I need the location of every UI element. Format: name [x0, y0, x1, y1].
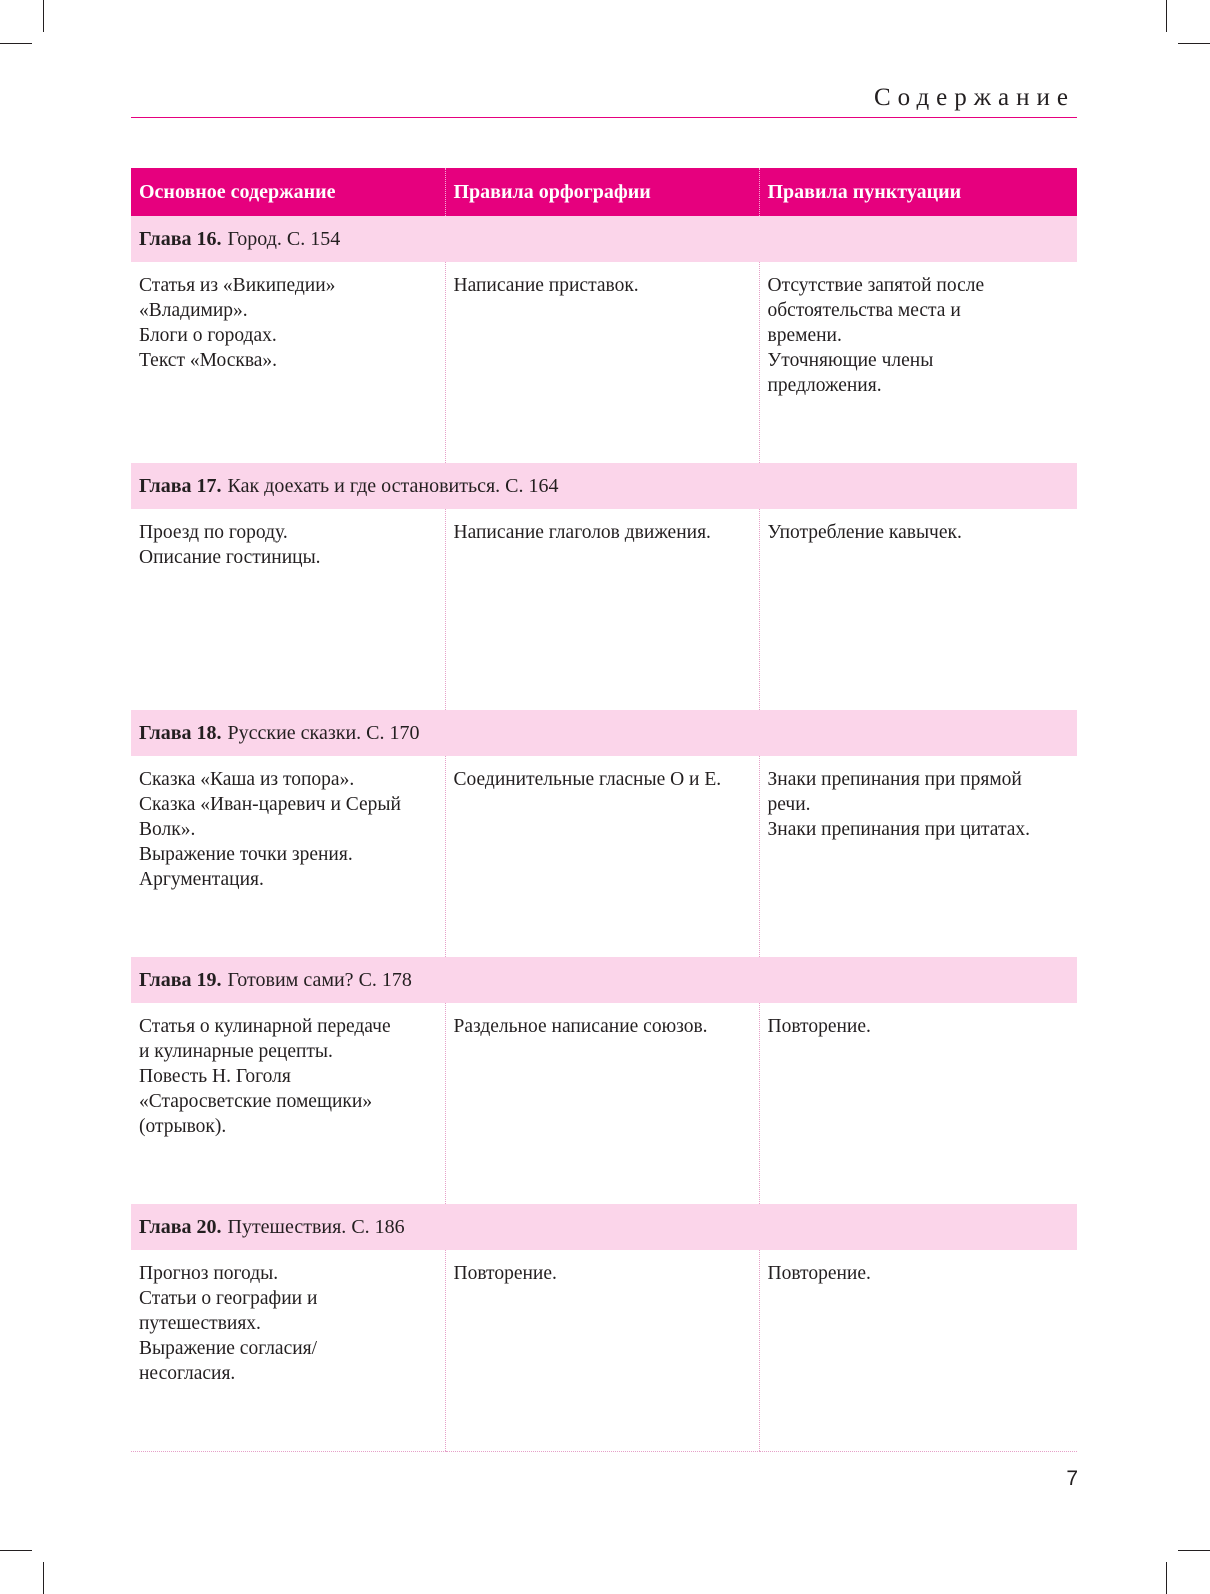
- chapter-details-row: [131, 1003, 1077, 1204]
- orthography-cell: [445, 756, 759, 957]
- cell-line: «Старосветские помещики»: [139, 1091, 373, 1112]
- cell-line: Уточняющие члены: [767, 350, 934, 371]
- running-header: Содержание: [874, 84, 1075, 111]
- cell-line: Знаки препинания при цитатах.: [767, 819, 1030, 840]
- chapter-heading: [131, 710, 1077, 756]
- content-cell: [131, 509, 445, 710]
- chapter-title: Путешествия.: [227, 1215, 347, 1238]
- cell-line: Повесть Н. Гоголя: [139, 1066, 291, 1087]
- punctuation-cell: [759, 756, 1077, 957]
- chapter-heading: [131, 216, 1077, 262]
- cell-line: Написание приставок.: [453, 275, 639, 296]
- cell-line: Употребление кавычек.: [767, 522, 962, 543]
- chapter-number: Глава 19.: [139, 968, 222, 991]
- crop-mark: [1178, 43, 1210, 44]
- chapter-details-row: [131, 1250, 1077, 1451]
- punctuation-cell: [759, 262, 1077, 463]
- chapter-page: С. 186: [351, 1215, 405, 1238]
- crop-mark: [1178, 1550, 1210, 1551]
- chapter-page: С. 164: [505, 474, 559, 497]
- chapter-heading: [131, 463, 1077, 509]
- chapter-heading-row: [131, 1204, 1077, 1250]
- cell-line: времени.: [767, 325, 842, 346]
- chapter-number: Глава 17.: [139, 474, 222, 497]
- orthography-cell: [445, 1250, 759, 1451]
- cell-line: Отсутствие запятой после: [767, 275, 985, 296]
- orthography-cell: [445, 262, 759, 463]
- chapter-heading-row: [131, 463, 1077, 509]
- crop-mark: [0, 43, 32, 44]
- punctuation-cell: [759, 509, 1077, 710]
- chapter-title: Город.: [227, 227, 282, 250]
- cell-line: несогласия.: [139, 1363, 236, 1384]
- content-cell: [131, 1003, 445, 1204]
- orthography-cell: [445, 509, 759, 710]
- column-header-orthography: Правила орфографии: [445, 168, 759, 216]
- cell-line: Повторение.: [453, 1263, 557, 1284]
- cell-line: обстоятельства места и: [767, 300, 961, 321]
- orthography-cell: [445, 1003, 759, 1204]
- cell-line: Проезд по городу.: [139, 522, 288, 543]
- crop-mark: [0, 1550, 32, 1551]
- cell-line: Блоги о городах.: [139, 325, 277, 346]
- cell-line: Знаки препинания при прямой: [767, 769, 1022, 790]
- crop-mark: [1166, 1562, 1167, 1594]
- cell-line: Сказка «Каша из топора».: [139, 769, 355, 790]
- crop-mark: [43, 0, 44, 32]
- chapter-details-row: [131, 509, 1077, 710]
- punctuation-cell: [759, 1003, 1077, 1204]
- chapter-heading: [131, 957, 1077, 1003]
- content-cell: [131, 756, 445, 957]
- column-header-content: Основное содержание: [131, 168, 445, 216]
- content-cell: [131, 262, 445, 463]
- crop-mark: [1166, 0, 1167, 32]
- punctuation-cell: [759, 1250, 1077, 1451]
- crop-mark: [43, 1562, 44, 1594]
- chapter-title: Готовим сами?: [227, 968, 354, 991]
- page-number: 7: [1066, 1467, 1078, 1490]
- cell-line: «Владимир».: [139, 300, 248, 321]
- chapter-title: Русские сказки.: [227, 721, 362, 744]
- chapter-details-row: [131, 262, 1077, 463]
- cell-line: Сказка «Иван-царевич и Серый: [139, 794, 401, 815]
- cell-line: Аргументация.: [139, 869, 264, 890]
- cell-line: и кулинарные рецепты.: [139, 1041, 333, 1062]
- cell-line: Повторение.: [767, 1263, 871, 1284]
- header-rule: [131, 117, 1077, 118]
- chapter-details-row: [131, 756, 1077, 957]
- chapter-heading-row: [131, 216, 1077, 262]
- cell-line: Статьи о географии и: [139, 1288, 318, 1309]
- chapter-heading-row: [131, 710, 1077, 756]
- cell-line: Текст «Москва».: [139, 350, 278, 371]
- content-cell: [131, 1250, 445, 1451]
- cell-line: Раздельное написание союзов.: [453, 1016, 708, 1037]
- cell-line: Повторение.: [767, 1016, 871, 1037]
- table-body: [131, 216, 1077, 1451]
- chapter-page: С. 154: [286, 227, 341, 250]
- cell-line: Выражение точки зрения.: [139, 844, 353, 865]
- cell-line: речи.: [767, 794, 811, 815]
- cell-line: предложения.: [767, 375, 882, 396]
- cell-line: Статья о кулинарной передаче: [139, 1016, 391, 1037]
- cell-line: Описание гостиницы.: [139, 547, 321, 568]
- chapter-number: Глава 20.: [139, 1215, 222, 1238]
- chapter-number: Глава 16.: [139, 227, 222, 250]
- chapter-heading-row: [131, 957, 1077, 1003]
- cell-line: (отрывок).: [139, 1116, 227, 1137]
- chapter-title: Как доехать и где остановиться.: [227, 474, 501, 497]
- chapter-number: Глава 18.: [139, 721, 222, 744]
- cell-line: Статья из «Википедии»: [139, 275, 336, 296]
- cell-line: Прогноз погоды.: [139, 1263, 279, 1284]
- cell-line: Написание глаголов движения.: [453, 522, 711, 543]
- contents-table: [131, 168, 1077, 1452]
- cell-line: путешествиях.: [139, 1313, 261, 1334]
- chapter-heading: [131, 1204, 1077, 1250]
- chapter-page: С. 170: [366, 721, 420, 744]
- cell-line: Соединительные гласные О и Е.: [453, 769, 722, 790]
- cell-line: Выражение согласия/: [139, 1338, 318, 1359]
- column-header-punctuation: Правила пунктуации: [759, 168, 1077, 216]
- chapter-page: С. 178: [358, 968, 412, 991]
- cell-line: Волк».: [139, 819, 196, 840]
- table-header-row: [131, 168, 1077, 216]
